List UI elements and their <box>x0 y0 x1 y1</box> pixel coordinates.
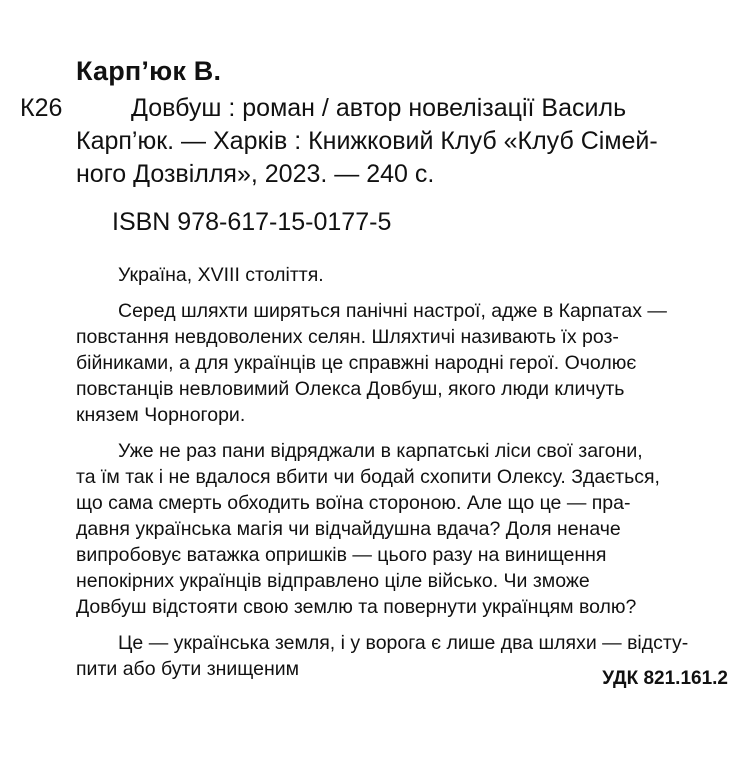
annotation-line: пити або бути знищеним <box>76 658 300 680</box>
annotation-paragraph <box>76 438 736 620</box>
annotation-line: Серед шляхти ширяться панічні настрої, адже в Карпатах — <box>118 300 667 322</box>
annotation-line: непокірних українців відправлено ціле військо. Чи зможе <box>76 570 590 592</box>
annotation <box>76 262 736 692</box>
annotation-line: давня українська магія чи відчайдушна вдача? Доля неначе <box>76 518 621 540</box>
annotation-line: Це — українська земля, і у ворога є лише два шляхи — відсту- <box>118 632 689 654</box>
annotation-paragraph <box>76 262 736 288</box>
bibliographic-line: Довбуш : роман / автор новелізації Василь <box>131 94 627 122</box>
annotation-line: Довбуш відстояти свою землю та повернути українцям волю? <box>76 596 637 618</box>
annotation-paragraph <box>76 298 736 428</box>
annotation-line: випробовує ватажка опришків — цього разу на винищення <box>76 544 607 566</box>
annotation-line: повстання невдоволених селян. Шляхтичі називають їх роз- <box>76 326 619 348</box>
annotation-line: що сама смерть обходить воїна стороною. Але що це — пра- <box>76 492 631 514</box>
annotation-line: Україна, XVIII століття. <box>118 264 324 286</box>
annotation-line: повстанців невловимий Олекса Довбуш, якого люди кличуть <box>76 378 625 400</box>
udk-code: УДК 821.161.2 <box>602 668 728 689</box>
isbn-number: ISBN 978-617-15-0177-5 <box>112 208 392 236</box>
bibliographic-line: ного Дозвілля», 2023. — 240 с. <box>76 160 435 188</box>
bibliographic-line: Карп’юк. — Харків : Книжковий Клуб «Клуб Сімей- <box>76 127 658 155</box>
author-code: К26 <box>20 94 63 122</box>
annotation-line: бійниками, а для українців це справжні народні герої. Очолює <box>76 352 637 374</box>
annotation-line: та їм так і не вдалося вбити чи бодай схопити Олексу. Здається, <box>76 466 660 488</box>
bibliographic-description <box>76 92 746 191</box>
author-heading: Карп’юк В. <box>76 56 222 86</box>
annotation-line: Уже не раз пани відряджали в карпатські ліси свої загони, <box>118 440 643 462</box>
annotation-line: князем Чорногори. <box>76 404 246 426</box>
